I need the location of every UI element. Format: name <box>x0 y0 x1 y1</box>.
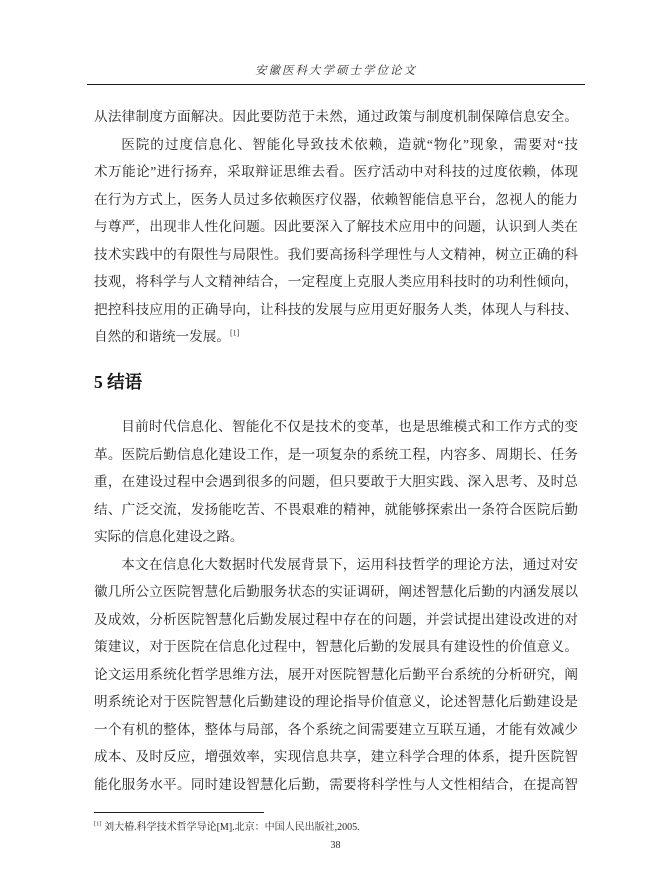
body-line <box>94 323 578 351</box>
body-line: 医院的过度信息化、智能化导致技术依赖，造就“物化”现象，需要对“技 <box>121 136 578 152</box>
body-line: 徽几所公立医院智慧化后勤服务状态的实证调研，阐述智慧化后勤的内涵发展以 <box>94 584 578 599</box>
body-line: 把控科技应用的正确导向，让科技的发展与应用更好服务人类，体现人与科技、 <box>94 301 578 317</box>
body-line: 本文在信息化大数据时代发展背景下，运用科技哲学的理论方法，通过对安 <box>121 556 578 572</box>
page-body <box>94 103 578 798</box>
footnote-separator-rule <box>94 812 264 813</box>
header-divider-rule <box>87 84 585 85</box>
body-line: 及成效，分析医院智慧化后勤发展过程中存在的问题，并尝试提出建设改进的对 <box>94 611 578 627</box>
footnote-entry <box>94 821 578 834</box>
body-line: 结、广泛交流，发扬能吃苦、不畏艰难的精神，就能够探索出一条符合医院后勤 <box>94 501 578 517</box>
footnote-area <box>94 812 578 834</box>
body-line: 革。医院后勤信息化建设工作，是一项复杂的系统工程，内容多、周期长、任务 <box>94 446 578 462</box>
page-number: 38 <box>330 840 341 851</box>
body-line: 技观，将科学与人文精神结合，一定程度上克服人类应用科技时的功利性倾向， <box>94 274 578 289</box>
body-line: 策建议，对于医院在信息化过程中，智慧化后勤的发展具有建设性的价值意义。 <box>94 639 578 654</box>
body-line: 在行为方式上，医务人员过多依赖医疗仪器，依赖智能信息平台，忽视人的能力 <box>94 191 578 207</box>
section-heading: 5 结语 <box>94 371 143 392</box>
footnote-text: 刘大椿.科学技术哲学导论[M].北京：中国人民出版社,2005. <box>104 822 360 833</box>
footnote-marker: [1] <box>94 820 102 828</box>
running-header-title: 安徽医科大学硕士学位论文 <box>255 65 417 77</box>
body-line: 一个有机的整体，整体与局部，各个系统之间需要建立互联互通，才能有效减少 <box>94 721 578 737</box>
body-line: 实际的信息化建设之路。 <box>94 529 244 544</box>
body-line: 成本、及时反应，增强效率，实现信息共享，建立科学合理的体系，提升医院智 <box>94 749 578 764</box>
body-line: 从法律制度方面解决。因此要防范于未然，通过政策与制度机制保障信息安全。 <box>94 109 578 124</box>
body-line: 能化服务水平。同时建设智慧化后勤，需要将科学性与人文性相结合，在提高智 <box>94 776 578 792</box>
body-line-text: 自然的和谐统一发展。 <box>94 329 230 344</box>
body-line: 目前时代信息化、智能化不仅是技术的变革，也是思维模式和工作方式的变 <box>121 419 578 434</box>
footnote-reference-mark: [1] <box>229 328 240 338</box>
body-line: 重，在建设过程中会遇到很多的问题，但只要敢于大胆实践、深入思考、及时总 <box>94 474 578 489</box>
body-line: 与尊严，出现非人性化问题。因此要深入了解技术应用中的问题，认识到人类在 <box>94 219 578 234</box>
body-line: 明系统论对于医院智慧化后勤建设的理论指导价值意义，论述智慧化后勤建设是 <box>94 694 578 709</box>
body-line: 技术实践中的有限性与局限性。我们要高扬科学理性与人文精神，树立正确的科 <box>94 246 578 262</box>
body-line: 术万能论”进行扬弃，采取辩证思维去看。医疗活动中对科技的过度依赖，体现 <box>94 164 578 179</box>
body-line: 论文运用系统化哲学思维方法，展开对医院智慧化后勤平台系统的分析研究，阐 <box>94 666 578 682</box>
